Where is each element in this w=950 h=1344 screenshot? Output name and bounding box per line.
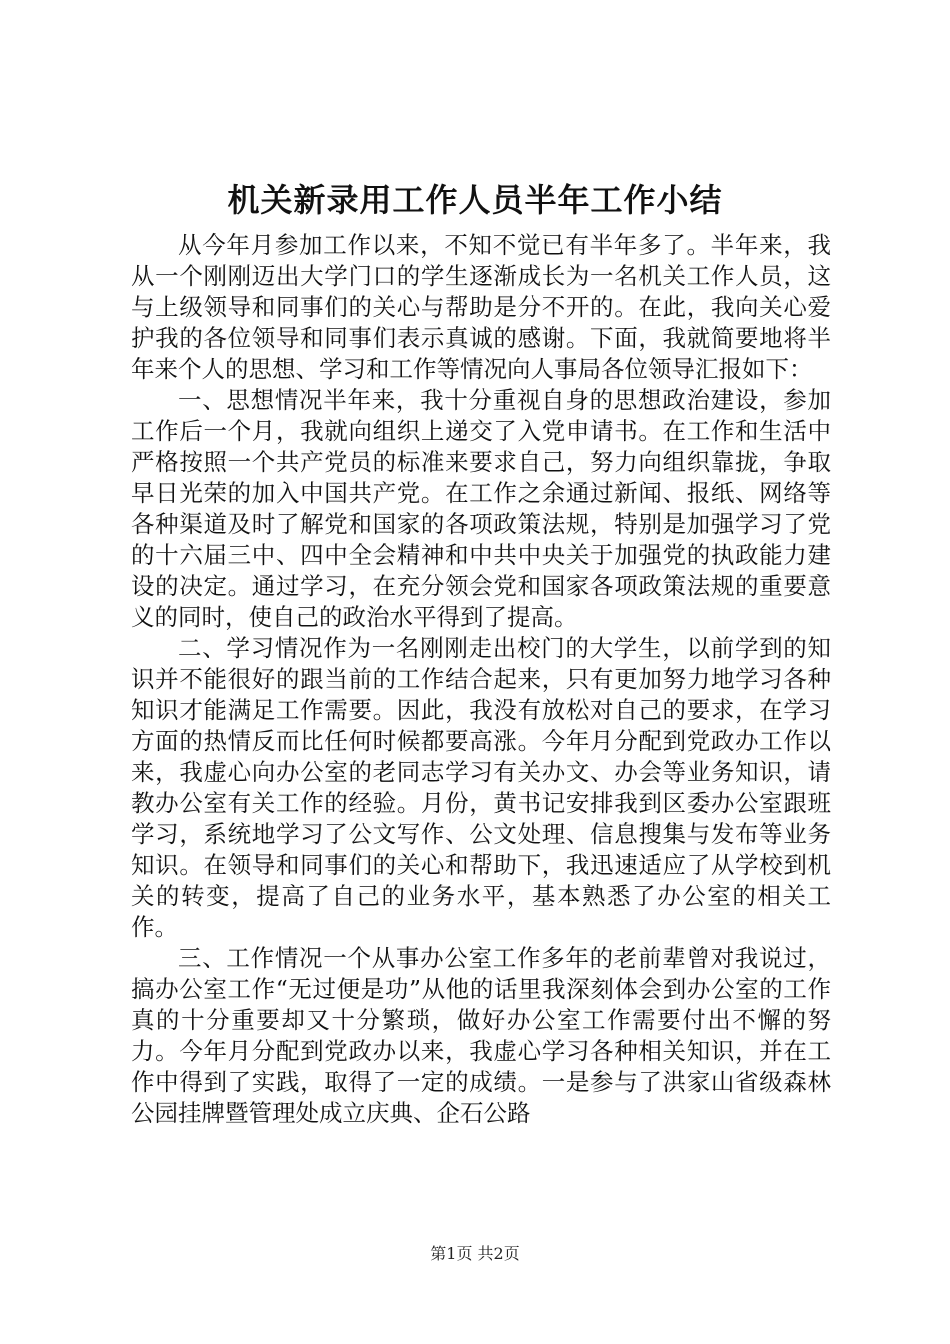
document-body	[131, 230, 831, 1129]
paragraph-ideology: 一、思想情况半年来，我十分重视自身的思想政治建设，参加工作后一个月，我就向组织上递交了入党申请书。在工作和生活中严格按照一个共产党员的标准来要求自己，努力向组织靠拢，争取早日光荣的加入中国共产党。在工作之余通过新闻、报纸、网络等各种渠道及时了解党和国家的各项政策法规，特别是加强学习了党的十六届三中、四中全会精神和中共中央关于加强党的执政能力建设的决定。通过学习，在充分领会党和国家各项政策法规的重要意义的同时，使自己的政治水平得到了提高。	[131, 386, 831, 631]
paragraph-work: 三、工作情况一个从事办公室工作多年的老前辈曾对我说过，搞办公室工作“无过便是功”从他的话里我深刻体会到办公室的工作真的十分重要却又十分繁琐，做好办公室工作需要付出不懈的努力。今年月分配到党政办以来，我虚心学习各种相关知识，并在工作中得到了实践，取得了一定的成绩。一是参与了洪家山省级森林公园挂牌暨管理处成立庆典、企石公路	[131, 944, 831, 1127]
page-number-footer: 第1页 共2页	[430, 1244, 520, 1263]
document-title: 机关新录用工作人员半年工作小结	[227, 181, 723, 219]
paragraph-intro: 从今年月参加工作以来，不知不觉已有半年多了。半年来，我从一个刚刚迈出大学门口的学生逐渐成长为一名机关工作人员，这与上级领导和同事们的关心与帮助是分不开的。在此，我向关心爱护我的各位领导和同事们表示真诚的感谢。下面，我就简要地将半年来个人的思想、学习和工作等情况向人事局各位领导汇报如下：	[131, 231, 831, 383]
paragraph-study: 二、学习情况作为一名刚刚走出校门的大学生，以前学到的知识并不能很好的跟当前的工作结合起来，只有更加努力地学习各种知识才能满足工作需要。因此，我没有放松对自己的要求，在学习方面的热情反而比任何时候都要高涨。今年月分配到党政办工作以来，我虚心向办公室的老同志学习有关办文、办会等业务知识，请教办公室有关工作的经验。月份，黄书记安排我到区委办公室跟班学习，系统地学习了公文写作、公文处理、信息搜集与发布等业务知识。在领导和同事们的关心和帮助下，我迅速适应了从学校到机关的转变，提高了自己的业务水平，基本熟悉了办公室的相关工作。	[131, 634, 831, 941]
